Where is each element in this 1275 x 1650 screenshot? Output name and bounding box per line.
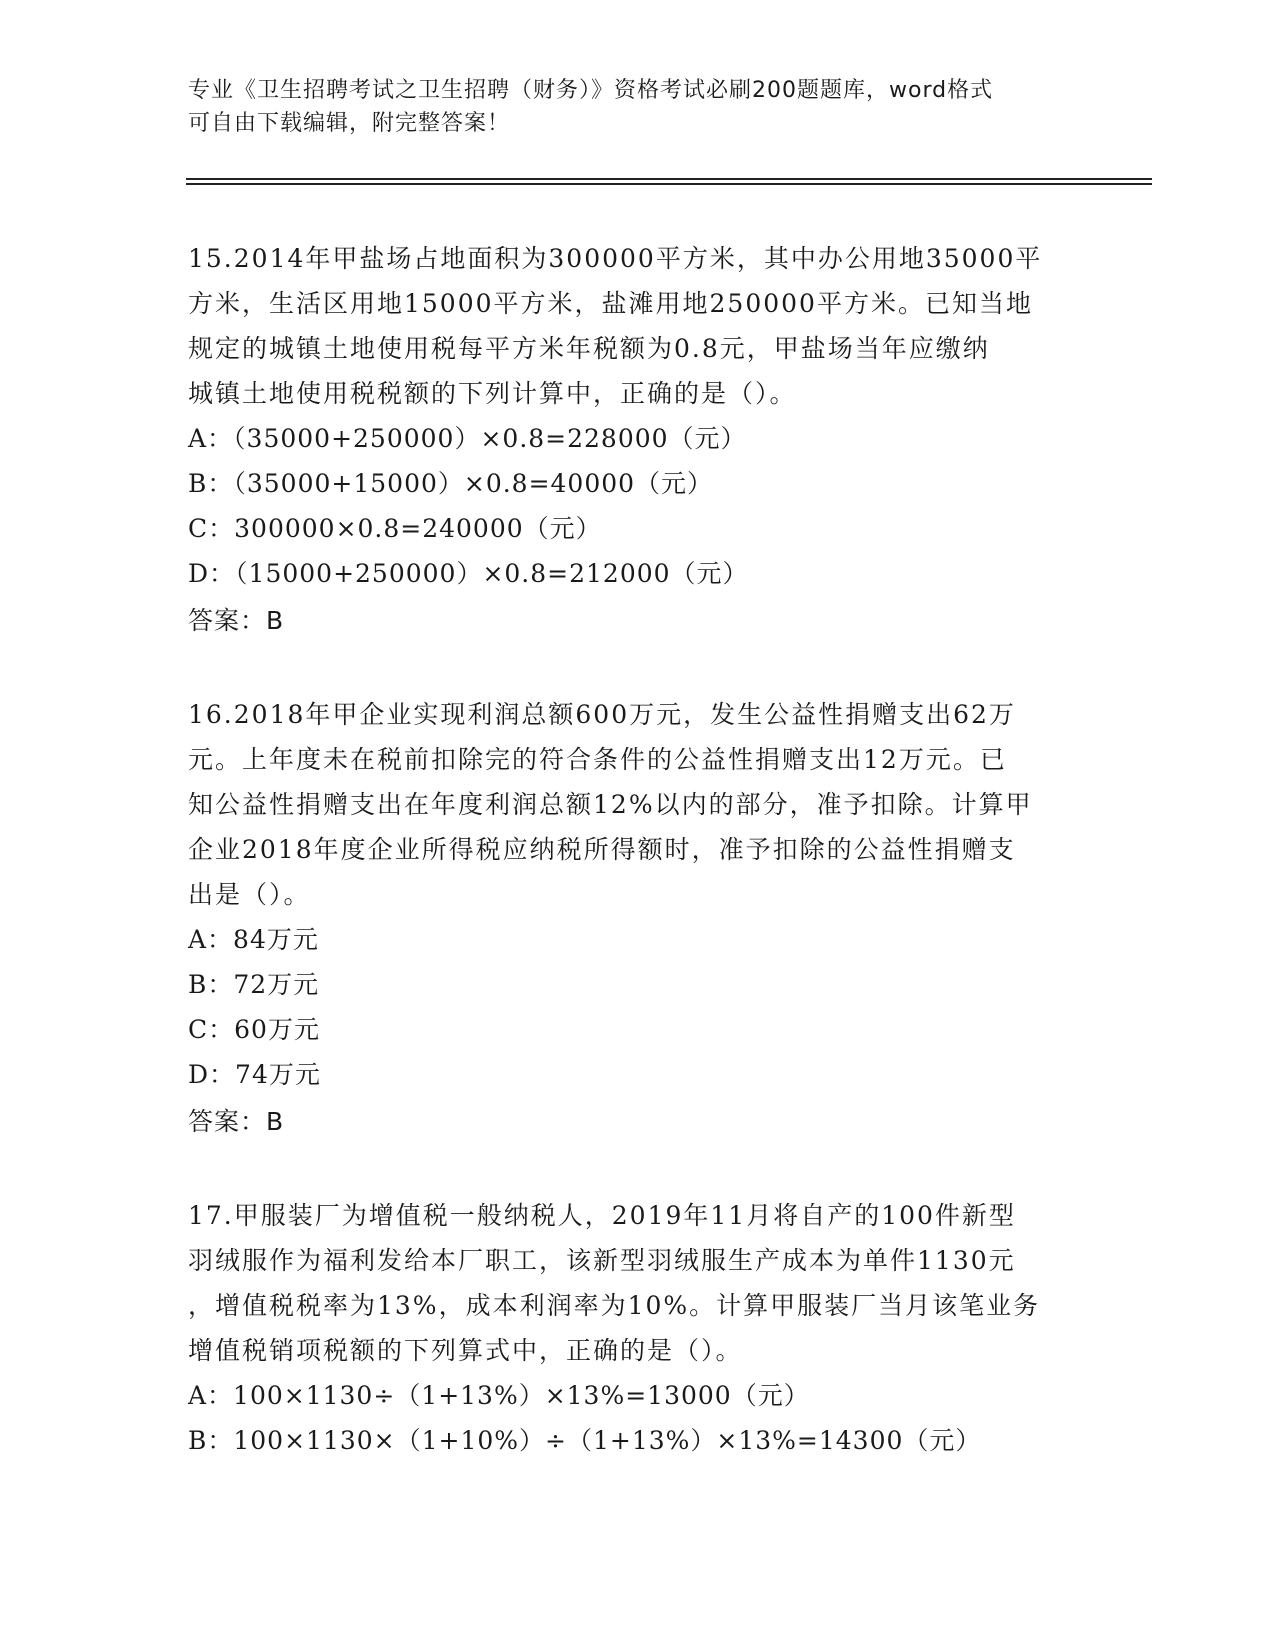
question-16	[188, 692, 1068, 1144]
option-a: A：（35000+250000）×0.8=228000（元）	[188, 424, 747, 453]
stem-line: 增值税销项税额的下列算式中，正确的是（）。	[188, 1336, 743, 1365]
stem-line: 16.2018年甲企业实现利润总额600万元，发生公益性捐赠支出62万	[188, 700, 1016, 729]
question-15	[188, 236, 1068, 643]
header-divider	[186, 183, 1152, 185]
header-divider	[186, 178, 1152, 180]
stem-line: ，增值税税率为13%，成本利润率为10%。计算甲服装厂当月该笔业务	[188, 1291, 1041, 1320]
header-line: 可自由下载编辑，附完整答案！	[188, 111, 511, 136]
question-stem	[188, 236, 1068, 416]
answer: 答案：B	[188, 1107, 285, 1136]
option-c: C：300000×0.8=240000（元）	[188, 514, 602, 543]
option-d: D：（15000+250000）×0.8=212000（元）	[188, 559, 749, 588]
stem-line: 羽绒服作为福利发给本厂职工，该新型羽绒服生产成本为单件1130元	[188, 1246, 1016, 1275]
stem-line: 出是（）。	[188, 880, 311, 909]
stem-line: 17.甲服装厂为增值税一般纳税人，2019年11月将自产的100件新型	[188, 1201, 1016, 1230]
option-d: D：74万元	[188, 1060, 321, 1089]
option-c: C：60万元	[188, 1015, 320, 1044]
answer: 答案：B	[188, 606, 285, 635]
option-b: B：（35000+15000）×0.8=40000（元）	[188, 469, 714, 498]
question-stem	[188, 692, 1068, 917]
stem-line: 城镇土地使用税税额的下列计算中，正确的是（）。	[188, 379, 797, 408]
option-a: A：84万元	[188, 925, 319, 954]
stem-line: 15.2014年甲盐场占地面积为300000平方米，其中办公用地35000平	[188, 244, 1043, 273]
option-b: B：100×1130×（1+10%）÷（1+13%）×13%=14300（元）	[188, 1426, 982, 1455]
stem-line: 元。上年度未在税前扣除完的符合条件的公益性捐赠支出12万元。已	[188, 745, 1007, 774]
stem-line: 方米，生活区用地15000平方米，盐滩用地250000平方米。已知当地	[188, 289, 1033, 318]
question-stem	[188, 1193, 1068, 1373]
document-header	[188, 74, 1088, 140]
header-line: 专业《卫生招聘考试之卫生招聘（财务）》资格考试必刷200题题库，word格式	[188, 78, 994, 103]
stem-line: 企业2018年度企业所得税应纳税所得额时，准予扣除的公益性捐赠支	[188, 835, 1016, 864]
stem-line: 知公益性捐赠支出在年度利润总额12%以内的部分，准予扣除。计算甲	[188, 790, 1033, 819]
option-a: A：100×1130÷（1+13%）×13%=13000（元）	[188, 1381, 810, 1410]
question-17	[188, 1193, 1068, 1463]
option-b: B：72万元	[188, 970, 320, 999]
stem-line: 规定的城镇土地使用税每平方米年税额为0.8元，甲盐场当年应缴纳	[188, 334, 990, 363]
